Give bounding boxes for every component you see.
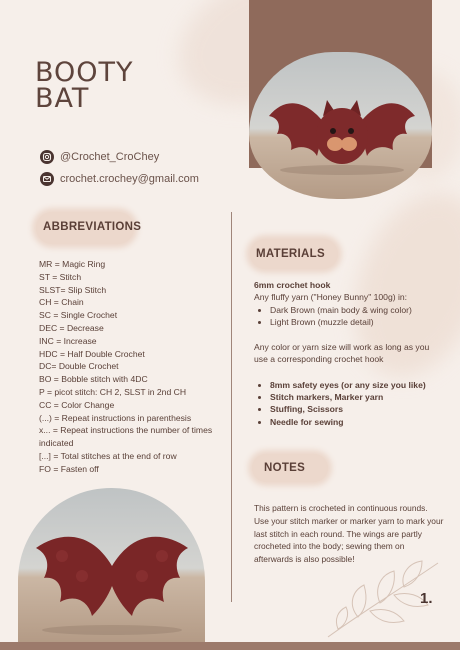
instagram-icon [40, 150, 54, 164]
materials-section [254, 279, 444, 428]
list-item: [...] = Total stitches at the end of row [39, 450, 177, 461]
abbreviations-heading: ABBREVIATIONS [43, 221, 142, 233]
list-item: HDC = Half Double Crochet [39, 348, 145, 359]
pattern-title [35, 57, 134, 114]
yarn-note: Any color or yarn size will work as long as you use a corresponding crochet hook [254, 342, 430, 365]
list-item: ST = Stitch [39, 271, 82, 282]
materials-heading: MATERIALS [256, 248, 325, 260]
title-line-1: BOOTY [35, 57, 134, 88]
yarn-color-list [254, 304, 444, 329]
notes-heading: NOTES [264, 462, 306, 474]
column-divider [231, 212, 232, 602]
crochet-bat-wings-illustration [32, 526, 192, 636]
list-item: • Stitch markers, Marker yarn [270, 391, 444, 403]
leaf-decoration-icon [318, 545, 458, 641]
extras-list [254, 379, 444, 428]
list-item: SC = Single Crochet [39, 310, 118, 321]
list-item: SLST= Slip Stitch [39, 284, 107, 295]
footer-bar [0, 642, 460, 650]
email-contact[interactable] [40, 172, 199, 186]
list-item: DC= Double Crochet [39, 361, 119, 372]
email-address: crochet.crochey@gmail.com [60, 173, 199, 185]
list-item: FO = Fasten off [39, 463, 99, 474]
bat-photo-bottom [18, 488, 205, 642]
list-item: (...) = Repeat instructions in parenthesis [39, 412, 192, 423]
list-item: • Stuffing, Scissors [270, 403, 444, 415]
list-item: CC = Color Change [39, 399, 115, 410]
notes-paragraph: This pattern is crocheted in continuous rounds. Use your stitch marker or marker yarn to mark your last stitch in each round. The wings are partly crocheted into the body; sewing them on afterwards is also possible! [254, 503, 444, 564]
list-item: P = picot stitch: CH 2, SLST in 2nd CH [39, 386, 187, 397]
yarn-intro: Any fluffy yarn ("Honey Bunny" 100g) in: [254, 292, 408, 303]
list-item: BO = Bobble stitch with 4DC [39, 374, 148, 385]
instagram-handle: @Crochet_CroChey [60, 151, 160, 163]
list-item: CH = Chain [39, 297, 84, 308]
bat-photo-top [249, 52, 432, 199]
title-line-2: BAT [35, 83, 90, 114]
list-item: MR = Magic Ring [39, 259, 106, 269]
page-number: 1. [420, 590, 433, 607]
abbreviations-list [39, 258, 221, 476]
list-item: x... = Repeat instructions the number of times indicated [39, 425, 215, 449]
crochet-bat-illustration [267, 86, 417, 176]
list-item: DEC = Decrease [39, 322, 104, 333]
list-item: • Dark Brown (main body & wing color) [270, 304, 444, 316]
instagram-contact[interactable] [40, 150, 159, 164]
list-item: • Needle for sewing [270, 416, 444, 428]
list-item: INC = Increase [39, 335, 97, 346]
hook-size: 6mm crochet hook [254, 280, 331, 290]
list-item: • Light Brown (muzzle detail) [270, 316, 444, 328]
mail-icon [40, 172, 54, 186]
list-item: • 8mm safety eyes (or any size you like) [270, 379, 444, 391]
